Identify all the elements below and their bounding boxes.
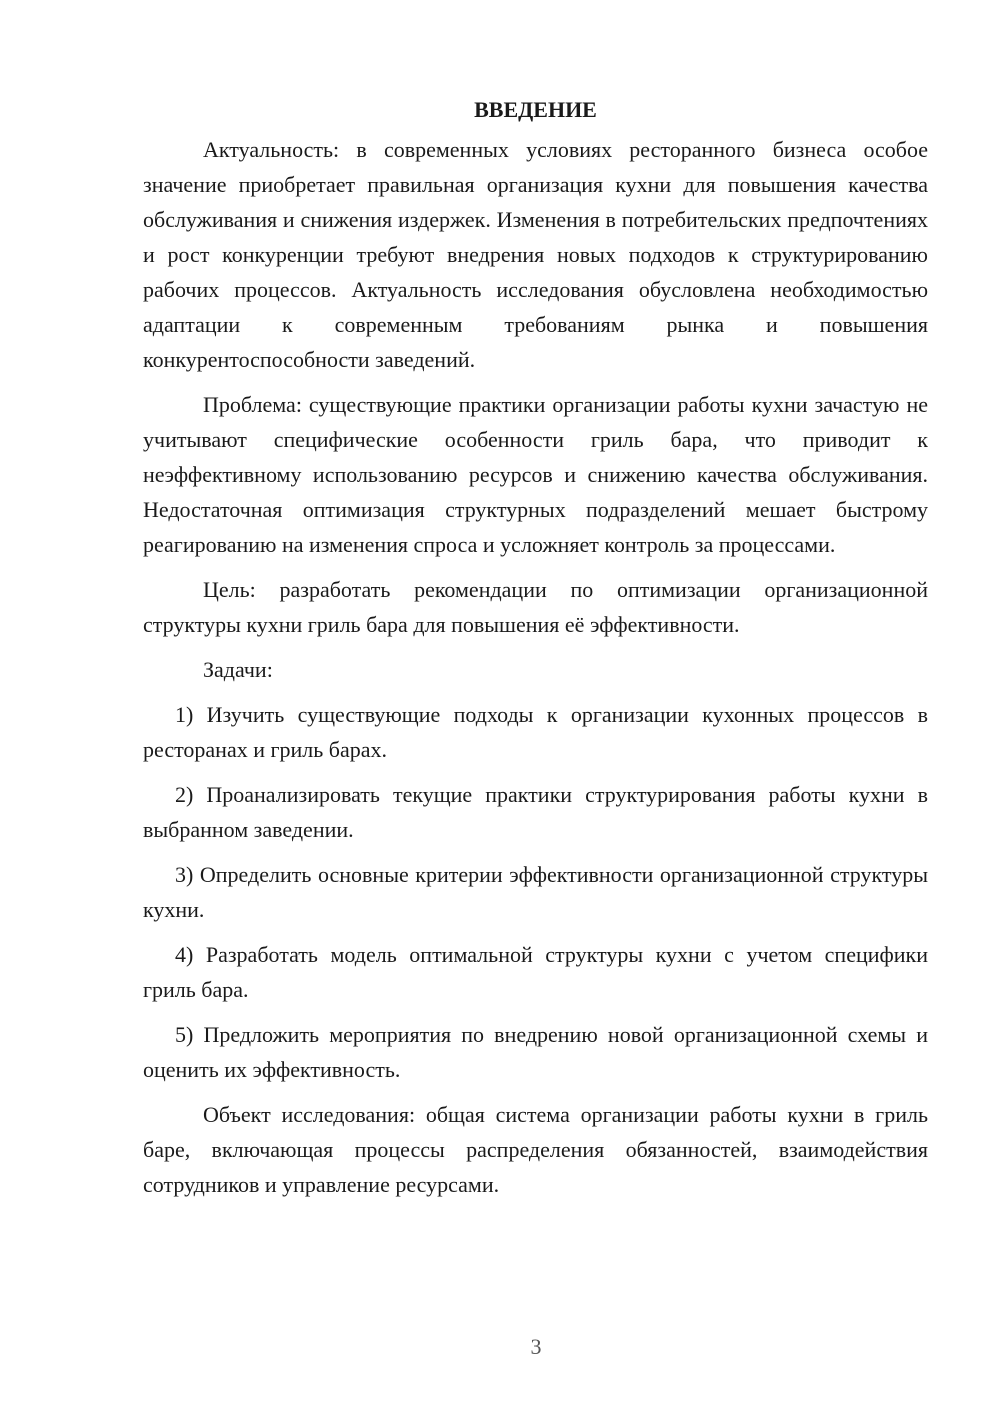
relevance-paragraph: Актуальность: в современных условиях ресторанного бизнеса особое значение приобретает правильная организация кухни для повышения качества обслуживания и снижения издержек. Изменения в потребительских предпочтениях и рост конкуренции требуют внедрения новых подходов к структурированию рабочих процессов. Актуальность исследования обусловлена необходимостью адаптации к современным требованиям рынка и повышения конкурентоспособности заведений.	[143, 137, 928, 372]
task-item-3: 3) Определить основные критерии эффективности организационной структуры кухни.	[143, 862, 928, 922]
task-item-5: 5) Предложить мероприятия по внедрению новой организационной схемы и оценить их эффективность.	[143, 1022, 928, 1082]
task-item-2: 2) Проанализировать текущие практики структурирования работы кухни в выбранном заведении.	[143, 782, 928, 842]
tasks-label: Задачи:	[203, 657, 273, 682]
object-paragraph: Объект исследования: общая система организации работы кухни в гриль баре, включающая процессы распределения обязанностей, взаимодействия сотрудников и управление ресурсами.	[143, 1102, 928, 1197]
goal-paragraph: Цель: разработать рекомендации по оптимизации организационной структуры кухни гриль бара для повышения её эффективности.	[143, 577, 928, 637]
task-item-4: 4) Разработать модель оптимальной структуры кухни с учетом специфики гриль бара.	[143, 942, 928, 1002]
section-title: ВВЕДЕНИЕ	[474, 97, 597, 122]
task-item-1: 1) Изучить существующие подходы к организации кухонных процессов в ресторанах и гриль барах.	[143, 702, 928, 762]
page-number: 3	[530, 1334, 542, 1359]
document-page	[143, 92, 928, 1212]
problem-paragraph: Проблема: существующие практики организации работы кухни зачастую не учитывают специфические особенности гриль бара, что приводит к неэффективному использованию ресурсов и снижению качества обслуживания. Недостаточная оптимизация структурных подразделений мешает быстрому реагированию на изменения спроса и усложняет контроль за процессами.	[143, 392, 928, 557]
